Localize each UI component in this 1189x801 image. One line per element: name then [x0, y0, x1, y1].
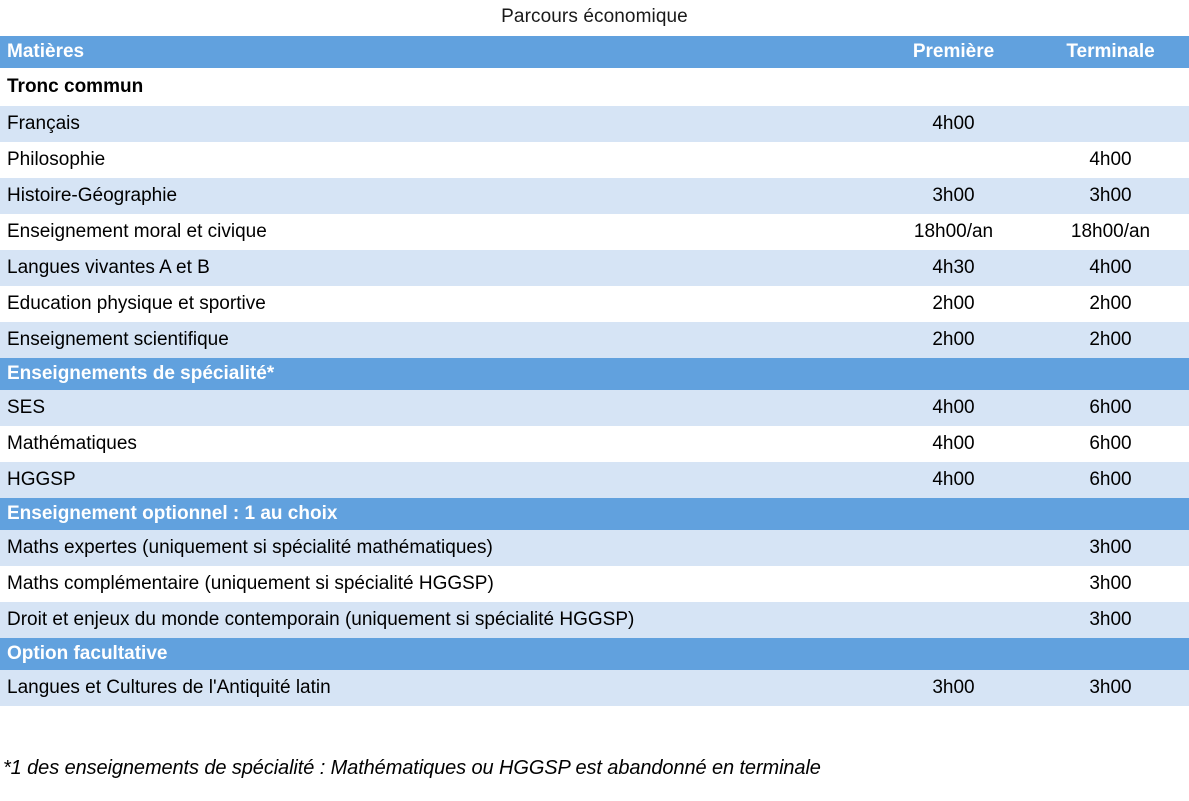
cell-subject: HGGSP	[0, 462, 875, 498]
cell-subject: Enseignement moral et civique	[0, 214, 875, 250]
cell-premiere: 3h00	[875, 178, 1032, 214]
column-header-terminale: Terminale	[1032, 36, 1189, 68]
section-header-row	[0, 498, 1189, 530]
page-title: Parcours économique	[501, 6, 688, 27]
cell-premiere: 2h00	[875, 322, 1032, 358]
column-header-subject: Matières	[0, 36, 875, 68]
cell-premiere: 18h00/an	[875, 214, 1032, 250]
column-header-premiere: Première	[875, 36, 1032, 68]
cell-terminale	[1032, 106, 1189, 142]
table-row	[0, 178, 1189, 214]
cell-terminale	[1032, 358, 1189, 390]
cell-terminale: 6h00	[1032, 426, 1189, 462]
cell-subject: Droit et enjeux du monde contemporain (uniquement si spécialité HGGSP)	[0, 602, 875, 638]
cell-terminale: 3h00	[1032, 602, 1189, 638]
cell-subject: Option facultative	[0, 638, 875, 670]
cell-subject: Maths expertes (uniquement si spécialité mathématiques)	[0, 530, 875, 566]
section-header-row	[0, 358, 1189, 390]
cell-subject: Histoire-Géographie	[0, 178, 875, 214]
table-row	[0, 390, 1189, 426]
table-bottom-rule	[0, 706, 1189, 708]
cell-premiere: 2h00	[875, 286, 1032, 322]
cell-premiere	[875, 498, 1032, 530]
cell-premiere	[875, 358, 1032, 390]
cell-subject: Enseignement optionnel : 1 au choix	[0, 498, 875, 530]
cell-terminale: 3h00	[1032, 566, 1189, 602]
cell-premiere	[875, 638, 1032, 670]
table-row	[0, 322, 1189, 358]
cell-subject: Enseignements de spécialité*	[0, 358, 875, 390]
cell-premiere: 4h30	[875, 250, 1032, 286]
table-row	[0, 250, 1189, 286]
cell-subject: Education physique et sportive	[0, 286, 875, 322]
table-row	[0, 214, 1189, 250]
cell-premiere: 3h00	[875, 670, 1032, 706]
cell-premiere	[875, 566, 1032, 602]
cell-terminale	[1032, 68, 1189, 106]
cell-terminale	[1032, 498, 1189, 530]
cell-subject: Langues vivantes A et B	[0, 250, 875, 286]
cell-premiere: 4h00	[875, 390, 1032, 426]
cell-terminale: 4h00	[1032, 142, 1189, 178]
cell-subject: Enseignement scientifique	[0, 322, 875, 358]
table-header	[0, 36, 1189, 68]
cell-subject: Mathématiques	[0, 426, 875, 462]
table-row	[0, 670, 1189, 706]
cell-subject: Langues et Cultures de l'Antiquité latin	[0, 670, 875, 706]
cell-terminale: 4h00	[1032, 250, 1189, 286]
table-row	[0, 530, 1189, 566]
cell-subject: Maths complémentaire (uniquement si spécialité HGGSP)	[0, 566, 875, 602]
cell-premiere: 4h00	[875, 106, 1032, 142]
cell-subject: Français	[0, 106, 875, 142]
cell-terminale: 2h00	[1032, 286, 1189, 322]
cell-premiere	[875, 142, 1032, 178]
table-row	[0, 286, 1189, 322]
cell-premiere	[875, 530, 1032, 566]
table-row	[0, 462, 1189, 498]
cell-subject: SES	[0, 390, 875, 426]
cell-premiere: 4h00	[875, 426, 1032, 462]
cell-premiere	[875, 602, 1032, 638]
table-row	[0, 602, 1189, 638]
cell-terminale: 3h00	[1032, 670, 1189, 706]
cell-subject: Philosophie	[0, 142, 875, 178]
cell-premiere	[875, 68, 1032, 106]
footnote-text: *1 des enseignements de spécialité : Mathématiques ou HGGSP est abandonné en terminale	[3, 757, 821, 779]
cell-subject: Tronc commun	[0, 68, 875, 106]
cell-terminale: 6h00	[1032, 390, 1189, 426]
cell-terminale: 6h00	[1032, 462, 1189, 498]
table-row	[0, 106, 1189, 142]
table-header-row	[0, 36, 1189, 68]
cell-terminale: 18h00/an	[1032, 214, 1189, 250]
section-header-row	[0, 638, 1189, 670]
curriculum-table	[0, 36, 1189, 706]
cell-terminale: 3h00	[1032, 178, 1189, 214]
cell-premiere: 4h00	[875, 462, 1032, 498]
table-row	[0, 426, 1189, 462]
cell-terminale: 3h00	[1032, 530, 1189, 566]
table-row	[0, 566, 1189, 602]
table-row	[0, 142, 1189, 178]
table-body	[0, 68, 1189, 706]
cell-terminale: 2h00	[1032, 322, 1189, 358]
cell-terminale	[1032, 638, 1189, 670]
section-header-row	[0, 68, 1189, 106]
